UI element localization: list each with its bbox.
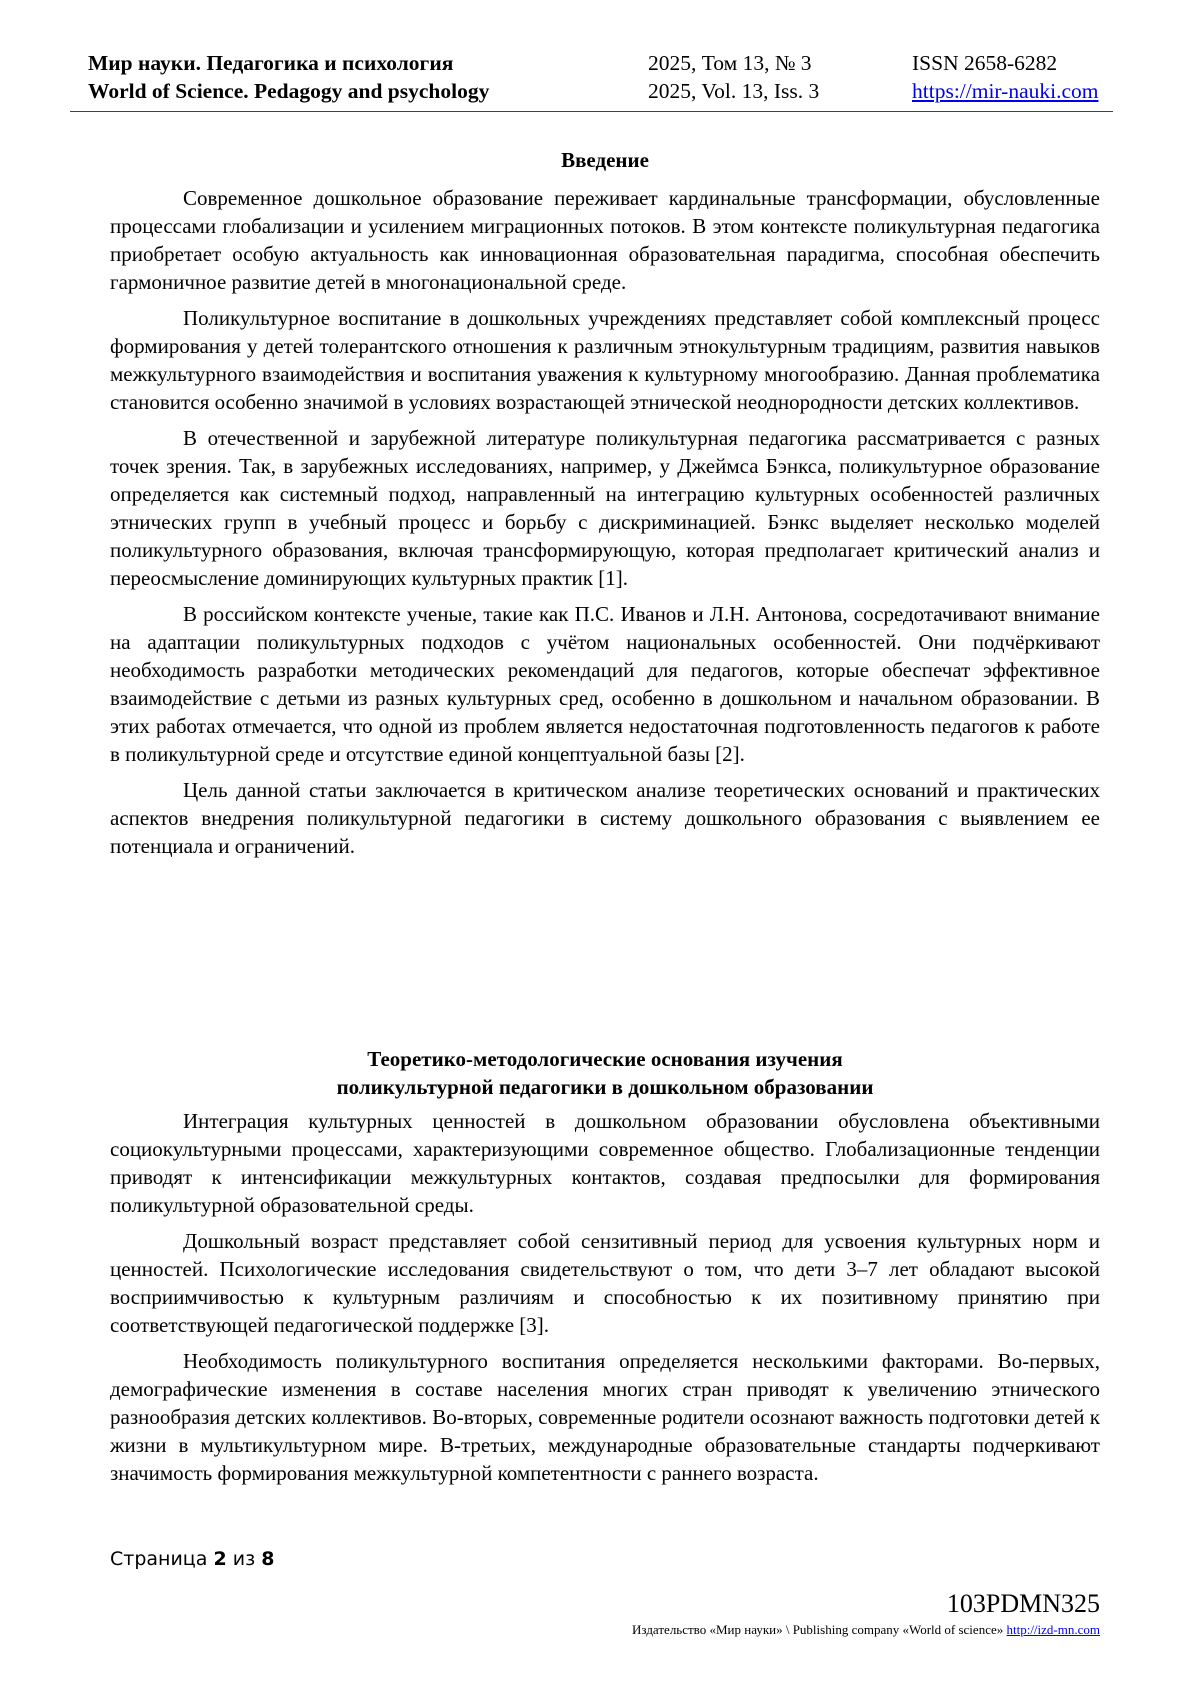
issn: ISSN 2658-6282 — [912, 51, 1058, 75]
paragraph: Интеграция культурных ценностей в дошкольном образовании обусловлена объективными социокультурными процессами, характеризующими современное общество. Глобализационные тенденции приводят к интенсификации межкультурных контактов, создавая предпосылки для формирования поликультурной образовательной среды. — [110, 1109, 1100, 1217]
article-code: 103PDMN325 — [946, 1589, 1100, 1618]
paragraph: В российском контексте ученые, такие как П.С. Иванов и Л.Н. Антонова, сосредотачивают внимание на адаптации поликультурных подходов с учётом национальных особенностей. Они подчёркивают необходимость разработки методических рекомендаций для педагогов, которые обеспечат эффективное взаимодействие с детьми из разных культурных сред, особенно в дошкольном и начальном образовании. В этих работах отмечается, что одной из проблем является недостаточная подготовленность педагогов к работе в поликультурной среде и отсутствие единой концептуальной базы [2]. — [110, 602, 1100, 766]
publisher-link[interactable]: http://izd-mn.com — [1006, 1622, 1100, 1637]
page-counter — [110, 1546, 274, 1572]
page-current: 2 — [213, 1548, 227, 1570]
section-heading-theory-line2: поликультурной педагогики в дошкольном образовании — [336, 1075, 874, 1099]
journal-website-link[interactable]: https://mir-nauki.com — [912, 79, 1099, 103]
publisher-line — [632, 1622, 1100, 1638]
page-word: Страница — [110, 1548, 208, 1570]
paragraph: Цель данной статьи заключается в критическом анализе теоретических оснований и практических аспектов внедрения поликультурной педагогики в систему дошкольного образования с выявлением ее потенциала и ограничений. — [110, 778, 1100, 858]
page-of: из — [232, 1548, 256, 1570]
paragraph: Дошкольный возраст представляет собой сензитивный период для усвоения культурных норм и ценностей. Психологические исследования свидетельствуют о том, что дети 3–7 лет обладают высокой восприимчивостью к культурным различиям и способностью к их позитивному принятию при соответствующей педагогической поддержке [3]. — [110, 1229, 1100, 1337]
journal-title-en: World of Science. Pedagogy and psychology — [88, 79, 490, 103]
issue-en: 2025, Vol. 13, Iss. 3 — [648, 79, 820, 103]
issue-ru: 2025, Том 13, № 3 — [648, 51, 812, 75]
section-introduction — [110, 146, 1100, 860]
journal-title-ru: Мир науки. Педагогика и психология — [88, 51, 454, 75]
page-total: 8 — [261, 1548, 275, 1570]
paragraph: Необходимость поликультурного воспитания определяется несколькими факторами. Во-первых, демографические изменения в составе населения многих стран приводят к увеличению этнического разнообразия детских коллективов. Во-вторых, современные родители осознают важность подготовки детей к жизни в мультикультурном мире. В-третьих, международные образовательные стандарты подчеркивают значимость формирования межкультурной компетентности с раннего возраста. — [110, 1349, 1100, 1485]
section-theory — [110, 1045, 1100, 1487]
publisher-text: Издательство «Мир науки» \ Publishing company «World of science» — [632, 1622, 1004, 1637]
section-heading-theory-line1: Теоретико-методологические основания изучения — [367, 1047, 843, 1071]
header-rule — [70, 111, 1113, 112]
paragraph: Современное дошкольное образование переживает кардинальные трансформации, обусловленные процессами глобализации и усилением миграционных потоков. В этом контексте поликультурная педагогика приобретает особую актуальность как инновационная образовательная парадигма, способная обеспечить гармоничное развитие детей в многонациональной среде. — [110, 186, 1100, 294]
section-heading-introduction: Введение — [561, 148, 649, 172]
paragraph: Поликультурное воспитание в дошкольных учреждениях представляет собой комплексный процесс формирования у детей толерантского отношения к различным этнокультурным традициям, развития навыков межкультурного взаимодействия и воспитания уважения к культурному многообразию. Данная проблематика становится особенно значимой в условиях возрастающей этнической неоднородности детских коллективов. — [110, 306, 1100, 414]
paragraph: В отечественной и зарубежной литературе поликультурная педагогика рассматривается с разных точек зрения. Так, в зарубежных исследованиях, например, у Джеймса Бэнкса, поликультурное образование определяется как системный подход, направленный на интеграцию культурных особенностей различных этнических групп в учебный процесс и борьбу с дискриминацией. Бэнкс выделяет несколько моделей поликультурного образования, включая трансформирующую, которая предполагает критический анализ и переосмысление доминирующих культурных практик [1]. — [110, 426, 1100, 590]
